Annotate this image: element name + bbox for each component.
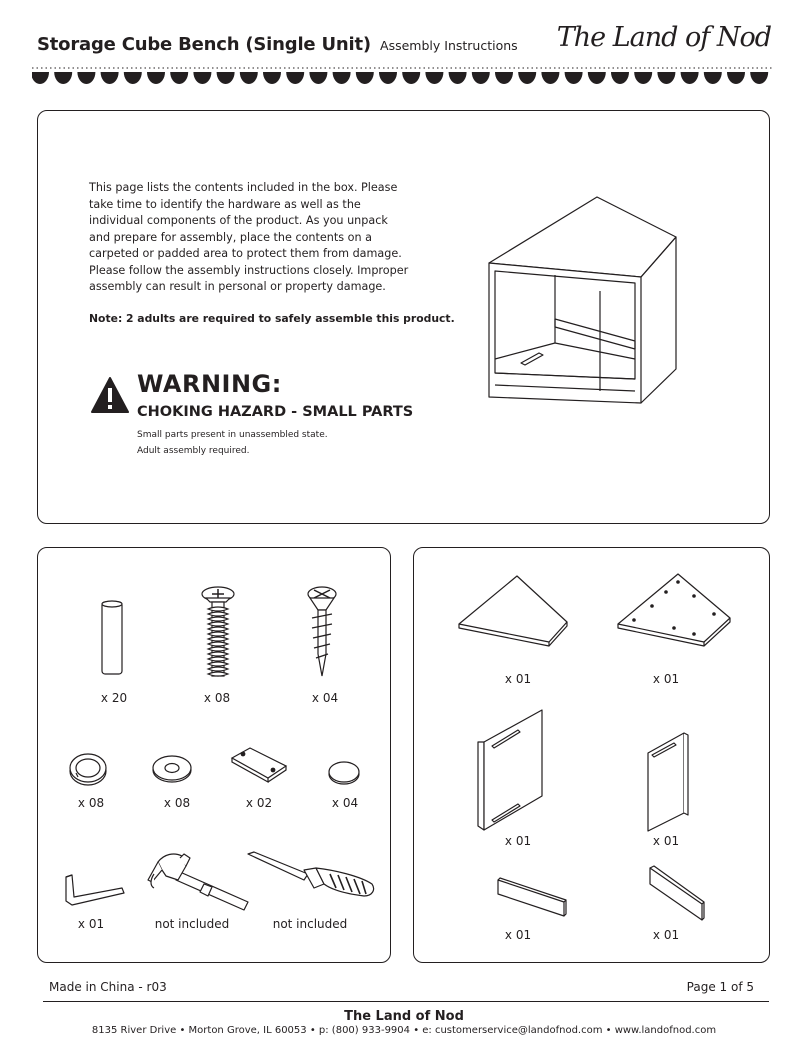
- footer-company: The Land of Nod: [344, 1009, 464, 1024]
- bolt-thread: [208, 612, 228, 616]
- scallop-shape: [704, 72, 722, 84]
- connector-plate-qty: x 02: [245, 796, 273, 810]
- bolt-thread: [208, 627, 228, 631]
- scallop-shape: [77, 72, 95, 84]
- scallop-shape: [101, 72, 119, 84]
- allen-key-qty: x 01: [77, 917, 105, 931]
- warning-triangle-icon: [90, 376, 130, 414]
- bolt-thread: [208, 617, 228, 621]
- scallop-shape: [240, 72, 258, 84]
- allen-key-icon: [62, 871, 128, 909]
- scallop-shape: [449, 72, 467, 84]
- scallop-shape: [379, 72, 397, 84]
- bolt-thread: [208, 622, 228, 626]
- back-rail-qty: x 01: [652, 928, 680, 942]
- document-title: [37, 34, 518, 55]
- bottom-panel-icon: [614, 570, 734, 650]
- left-side-panel-icon: [472, 706, 550, 834]
- product-title: Storage Cube Bench (Single Unit): [37, 34, 371, 55]
- scallop-shape: [193, 72, 211, 84]
- footer-address: 8135 River Drive • Morton Grove, IL 60053 • p: (800) 933-9904 • e: customerservice@landofnod.com • www.landofnod.com: [91, 1025, 717, 1036]
- warning-note-line2: Adult assembly required.: [137, 446, 250, 456]
- screwdriver-icon: [244, 848, 380, 902]
- bolt-thread: [208, 642, 228, 646]
- document-subtitle: Assembly Instructions: [380, 38, 518, 53]
- warning-note-line1: Small parts present in unassembled state.: [137, 430, 328, 440]
- panels-parts-panel: [413, 547, 770, 963]
- scallop-shape: [124, 72, 142, 84]
- scallop-shape: [170, 72, 188, 84]
- scallop-shape: [565, 72, 583, 84]
- left-side-panel-qty: x 01: [504, 834, 532, 848]
- warning-note: [137, 427, 328, 459]
- adults-note: Note: 2 adults are required to safely assemble this product.: [89, 312, 455, 325]
- scallop-shape: [541, 72, 559, 84]
- page-number: Page 1 of 5: [686, 980, 754, 994]
- wood-screw-qty: x 04: [311, 691, 339, 705]
- cap-cover-qty: x 04: [331, 796, 359, 810]
- bolt-thread: [208, 662, 228, 666]
- bolt-thread: [208, 672, 228, 676]
- bolt-thread: [208, 652, 228, 656]
- lock-washer-qty: x 08: [77, 796, 105, 810]
- dowel-qty: x 20: [100, 691, 128, 705]
- right-side-panel-qty: x 01: [652, 834, 680, 848]
- cap-cover-icon: [326, 760, 362, 786]
- lock-washer-icon: [66, 751, 110, 789]
- scallop-shape: [217, 72, 235, 84]
- scallop-shape: [611, 72, 629, 84]
- brand-logo: [557, 22, 771, 53]
- bolt-thread: [208, 637, 228, 641]
- scallop-shape: [54, 72, 72, 84]
- bolt-thread: [208, 632, 228, 636]
- bolt-thread: [208, 657, 228, 661]
- hammer-label: not included: [154, 917, 230, 931]
- scallop-shape: [356, 72, 374, 84]
- scallop-shape: [32, 72, 49, 84]
- warning-subtitle: CHOKING HAZARD - SMALL PARTS: [137, 404, 414, 420]
- scallop-shape: [681, 72, 699, 84]
- scallop-shape: [425, 72, 443, 84]
- wood-screw-icon: [304, 584, 340, 680]
- scallop-shape: [147, 72, 165, 84]
- flat-washer-qty: x 08: [163, 796, 191, 810]
- scallop-shape: [634, 72, 652, 84]
- top-panel-icon: [455, 572, 571, 648]
- connector-plate-icon: [228, 744, 290, 784]
- scallop-shape: [333, 72, 351, 84]
- warning-title: WARNING:: [137, 370, 282, 398]
- bolt-thread: [208, 647, 228, 651]
- bottom-panel-qty: x 01: [652, 672, 680, 686]
- hammer-icon: [144, 850, 254, 912]
- footer-divider: [43, 1001, 769, 1002]
- scallop-shape: [472, 72, 490, 84]
- scallop-shape: [309, 72, 327, 84]
- bolt-thread: [208, 667, 228, 671]
- page-header: [37, 22, 777, 62]
- scallop-shape: [657, 72, 675, 84]
- made-in-label: Made in China - r03: [49, 980, 167, 994]
- assembled-cube-illustration: [481, 191, 696, 416]
- scallop-shape: [750, 72, 768, 84]
- scallop-shape: [588, 72, 606, 84]
- contents-overview-panel: [37, 110, 770, 524]
- scallop-border: [32, 66, 774, 88]
- scallop-shape: [402, 72, 420, 84]
- scallop-shape: [727, 72, 745, 84]
- brand-logo-text: The Land of Nod: [556, 22, 771, 53]
- machine-bolt-qty: x 08: [203, 691, 231, 705]
- scallop-shape: [518, 72, 536, 84]
- top-panel-qty: x 01: [504, 672, 532, 686]
- scallop-shape: [263, 72, 281, 84]
- dowel-icon: [99, 598, 125, 678]
- bolt-thread: [208, 607, 228, 611]
- scallop-shape: [286, 72, 304, 84]
- intro-text: This page lists the contents included in the box. Please take time to identify the hardware as well as the individual components of the product. As you unpack and prepare for assembly, place the contents on a carpeted or padded area to protect them from damage. Please follow the assembly instructions closely. Improper assembly can result in personal or property damage.: [89, 181, 409, 293]
- scallop-shape: [495, 72, 513, 84]
- flat-washer-icon: [150, 752, 194, 786]
- back-rail-icon: [646, 864, 708, 924]
- hardware-panel: [37, 547, 391, 963]
- front-rail-icon: [494, 874, 570, 920]
- front-rail-qty: x 01: [504, 928, 532, 942]
- right-side-panel-icon: [644, 723, 692, 835]
- screwdriver-label: not included: [272, 917, 348, 931]
- machine-bolt-icon: [198, 584, 238, 680]
